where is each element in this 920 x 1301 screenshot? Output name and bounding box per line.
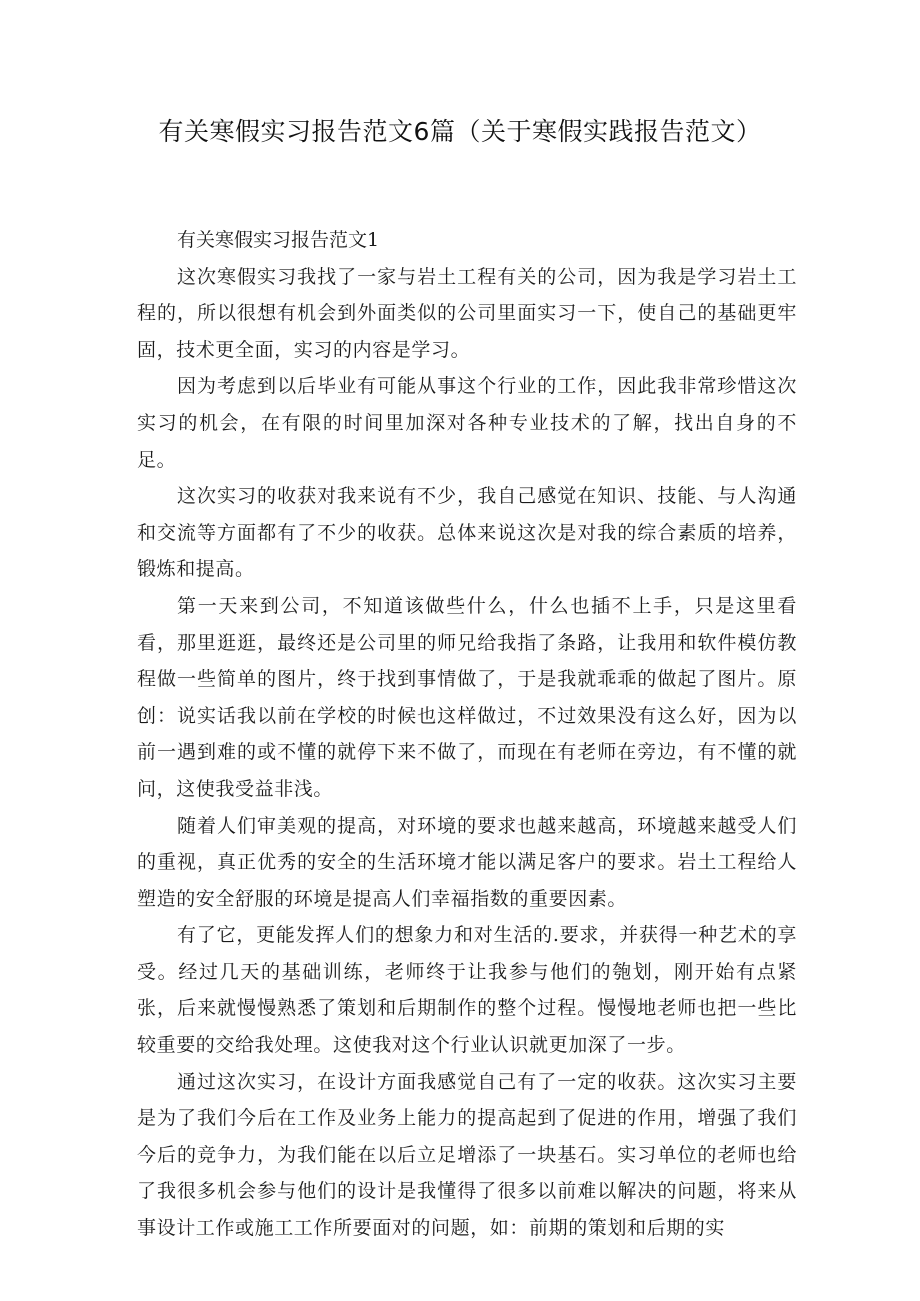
document-body [137,222,797,1247]
section-heading: 有关寒假实习报告范文1 [177,229,380,251]
paragraph: 因为考虑到以后毕业有可能从事这个行业的工作，因此我非常珍惜这次实习的机会，在有限的时间里加深对各种专业技术的了解，找出自身的不足。 [137,375,797,471]
paragraph: 通过这次实习，在设计方面我感觉自己有了一定的收获。这次实习主要是为了我们今后在工作及业务上能力的提高起到了促进的作用，增强了我们今后的竞争力，为我们能在以后立足增添了一块基石。实习单位的老师也给了我很多机会参与他们的设计是我懂得了很多以前难以解决的问题，将来从事设计工作或施工工作所要面对的问题，如：前期的策划和后期的实 [137,1070,797,1240]
document-title: 有关寒假实习报告范文6篇（关于寒假实践报告范文） [158,117,762,146]
paragraph: 随着人们审美观的提高，对环境的要求也越来越高，环境越来越受人们的重视，真正优秀的安全的生活环境才能以满足客户的要求。岩土工程给人塑造的安全舒服的环境是提高人们幸福指数的重要因素。 [137,814,797,910]
paragraph: 第一天来到公司，不知道该做些什么，什么也插不上手，只是这里看看，那里逛逛，最终还是公司里的师兄给我指了条路，让我用和软件模仿教程做一些简单的图片，终于找到事情做了，于是我就乖乖的做起了图片。原创：说实话我以前在学校的时候也这样做过，不过效果没有这么好，因为以前一遇到难的或不懂的就停下来不做了，而现在有老师在旁边，有不懂的就问，这使我受益非浅。 [137,594,797,800]
paragraph: 这次寒假实习我找了一家与岩土工程有关的公司，因为我是学习岩土工程的，所以很想有机会到外面类似的公司里面实习一下，使自己的基础更牢固，技术更全面，实习的内容是学习。 [137,265,797,361]
paragraph: 这次实习的收获对我来说有不少，我自己感觉在知识、技能、与人沟通和交流等方面都有了不少的收获。总体来说这次是对我的综合素质的培养，锻炼和提高。 [137,485,797,581]
paragraph: 有了它，更能发挥人们的想象力和对生活的.要求，并获得一种艺术的享受。经过几天的基础训练，老师终于让我参与他们的匏划，刚开始有点紧张，后来就慢慢熟悉了策划和后期制作的整个过程。慢慢地老师也把一些比较重要的交给我处理。这使我对这个行业认识就更加深了一步。 [137,924,797,1057]
